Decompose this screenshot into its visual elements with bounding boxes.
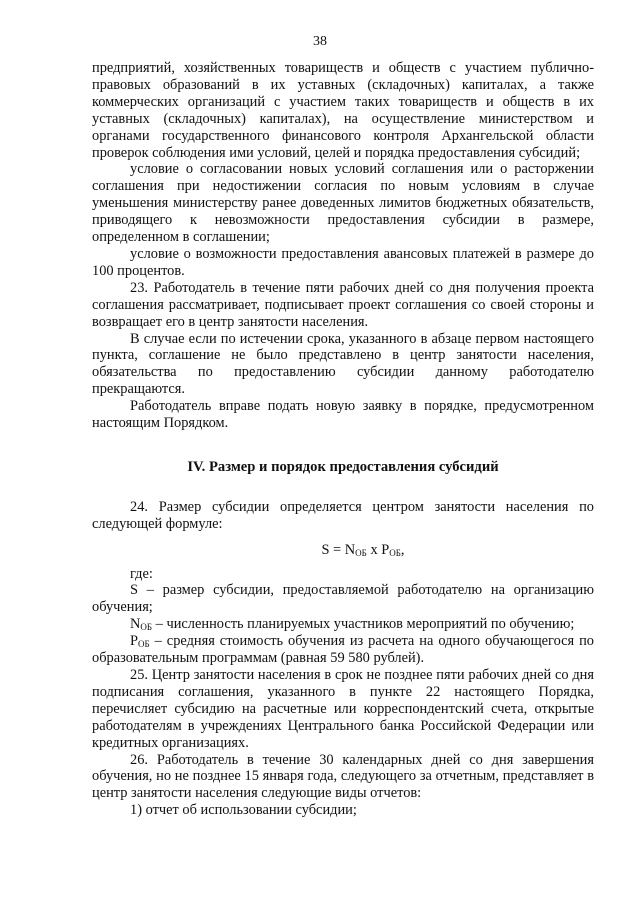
paragraph-continuation: предприятий, хозяйственных товариществ и обществ с участием публично-правовых образований в их уставных (складочных) капиталах, а также коммерческих организаций с участием таких товариществ и обществ в их уставных (складочных) капиталах), на осуществление министерством и органами государственного финансового контроля Архангельской области проверок соблюдения ими условий, целей и порядка предоставления субсидий;: [92, 60, 594, 161]
definition-p: [92, 633, 594, 667]
formula-end: ,: [400, 541, 405, 558]
formula-sub-2: ОБ: [389, 547, 401, 558]
definition-p-symbol: P: [130, 633, 139, 650]
formula-left: S = N: [321, 541, 356, 558]
paragraph-agreement-condition: условие о согласовании новых условий соглашения или о расторжении соглашения при недостижении согласия по новым условиям в случае уменьшения министерству ранее доведенных лимитов бюджетных обязательств, приводящего к невозможности предоставления субсидии в размере, определенном в соглашении;: [92, 161, 594, 246]
definition-n-text: – численность планируемых участников мероприятий по обучению;: [152, 616, 575, 633]
definition-n-symbol: N: [130, 616, 141, 633]
paragraph-25: 25. Центр занятости населения в срок не позднее пяти рабочих дней со дня подписания соглашения, указанного в пункте 22 настоящего Порядка, перечисляет субсидию на расчетные или корреспондентский счета, открытые работодателям в учреждениях Центрального банка Российской Федерации или кредитных организациях.: [92, 667, 594, 751]
formula-sub-1: ОБ: [355, 547, 367, 558]
paragraph-advance-payments: условие о возможности предоставления авансовых платежей в размере до 100 процентов.: [92, 245, 594, 279]
definition-p-text: – средняя стоимость обучения из расчета на одного обучающегося по образовательным программам (равная 59 580 рублей).: [92, 633, 594, 667]
definition-s: S – размер субсидии, предоставляемой работодателю на организацию обучения;: [92, 582, 594, 616]
list-item-1: 1) отчет об использовании субсидии;: [130, 802, 357, 819]
subsidy-formula: [92, 542, 594, 559]
paragraph-deadline-expiry: В случае если по истечении срока, указанного в абзаце первом настоящего пункта, соглашение не было представлено в центр занятости населения, обязательства по предоставлению субсидии данному работодателю прекращаются.: [92, 330, 594, 398]
definition-n: [92, 616, 594, 633]
formula-mid: x P: [366, 541, 390, 558]
definition-p-sub: ОБ: [138, 639, 150, 650]
document-body: [92, 60, 594, 819]
section-heading: IV. Размер и порядок предоставления субсидий: [187, 458, 499, 475]
where-label: где:: [130, 565, 153, 582]
paragraph-23: 23. Работодатель в течение пяти рабочих дней со дня получения проекта соглашения рассматривает, подписывает проект соглашения со своей стороны и возвращает его в центр занятости населения.: [92, 279, 594, 330]
paragraph-26: 26. Работодатель в течение 30 календарных дней со дня завершения обучения, но не позднее 15 января года, следующего за отчетным, представляет в центр занятости населения следующие виды отчетов:: [92, 751, 594, 802]
paragraph-24: 24. Размер субсидии определяется центром занятости населения по следующей формуле:: [92, 498, 594, 532]
definition-n-sub: ОБ: [140, 622, 153, 633]
page-number: 38: [313, 34, 327, 49]
paragraph-new-application: Работодатель вправе подать новую заявку в порядке, предусмотренном настоящим Порядком.: [92, 398, 594, 432]
